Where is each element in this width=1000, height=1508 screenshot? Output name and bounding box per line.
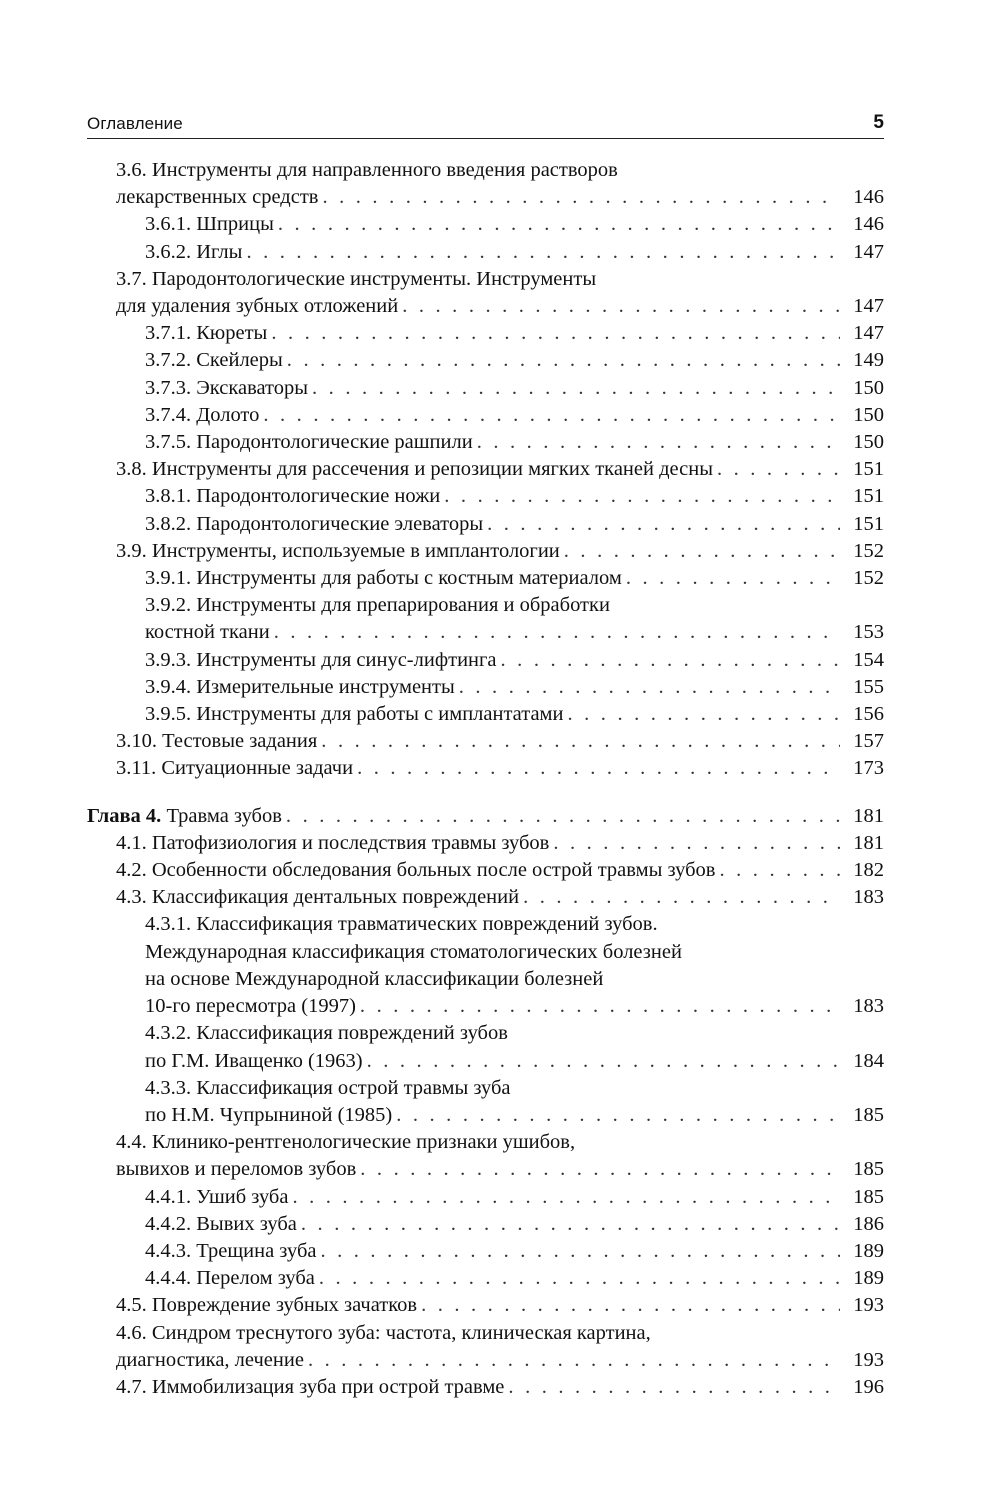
toc-entry-title: 4.7. Иммобилизация зуба при острой травме [116,1375,505,1398]
toc-entry-title: 4.4.3. Трещина зуба [145,1239,317,1262]
toc-entry-title: 4.4.4. Перелом зуба [145,1267,315,1290]
toc-entry-3-9-3[interactable] [87,647,884,674]
toc-entry-4-6[interactable] [87,1320,884,1374]
toc-entry-3-7-1[interactable] [87,320,884,347]
toc-entry-3-9-2[interactable] [87,592,884,646]
toc-entry-title: 3.9. Инструменты, используемые в имплантологии [116,539,560,562]
toc-entry-title: вывихов и переломов зубов [116,1158,357,1181]
toc-entry-4-3-3[interactable] [87,1075,884,1129]
toc-page-number: 184 [853,1049,884,1072]
toc-entry-title: 3.9.4. Измерительные инструменты [145,675,455,698]
toc-entry-title: 3.7.2. Скейлеры [145,349,283,372]
toc-entry-title: 3.6.2. Иглы [145,240,243,263]
dot-leader [320,1238,840,1265]
toc-page-number: 182 [853,859,884,882]
toc-page-number: 193 [853,1294,884,1317]
toc-page-number: 154 [853,648,884,671]
page-number: 5 [873,112,884,133]
toc-entry-3-7[interactable] [87,266,884,320]
toc-page-number: 193 [853,1348,884,1371]
dot-leader [271,320,840,347]
toc-page-number: 146 [853,186,884,209]
toc-entry-lead: 3.9.2. Инструменты для препарирования и обработки [145,594,610,617]
toc-entry-3-9-4[interactable] [87,674,884,701]
toc-page-number: 196 [853,1375,884,1398]
toc-page-number: 150 [853,376,884,399]
toc-entry-title: для удаления зубных отложений [116,295,399,318]
toc-entry-title: 4.2. Особенности обследования больных после острой травмы зубов [116,859,716,882]
dot-leader [501,647,840,674]
toc-page-number: 185 [853,1185,884,1208]
dot-leader [263,402,840,429]
dot-leader [360,993,840,1020]
toc-entry-chapter-4[interactable] [87,803,884,830]
toc-entry-title: лекарственных средств [116,186,319,209]
toc-page-number: 149 [853,349,884,372]
toc-entry-3-7-5[interactable] [87,429,884,456]
dot-leader [308,1347,840,1374]
dot-leader [421,1292,840,1319]
toc-entry-lead: 4.3.1. Классификация травматических повреждений зубов. [145,913,658,936]
chapter-title: Травма зубов [166,804,282,827]
toc-entry-title: 4.4.2. Вывих зуба [145,1212,297,1235]
chapter-label: Глава 4. [87,804,162,827]
toc-entry-title: 3.7.5. Пародонтологические рашпили [145,431,473,454]
dot-leader [523,884,840,911]
running-head [87,106,884,134]
toc-entry-3-8[interactable] [87,456,884,483]
header-rule [87,138,884,139]
toc-entry-3-10[interactable] [87,728,884,755]
toc-entry-lead: 4.3.3. Классификация острой травмы зуба [145,1076,511,1099]
toc-entry-3-11[interactable] [87,755,884,782]
toc-page-number: 189 [853,1267,884,1290]
dot-leader [278,211,840,238]
dot-leader [246,239,840,266]
toc-entry-4-3-2[interactable] [87,1020,884,1074]
toc-page-number: 173 [853,757,884,780]
toc-entry-lead: 4.6. Синдром треснутого зуба: частота, клиническая картина, [116,1321,651,1344]
toc-entry-title: 3.8. Инструменты для рассечения и репозиции мягких тканей десны [116,458,713,481]
dot-leader [444,483,840,510]
toc-page-number: 150 [853,403,884,426]
dot-leader [274,619,840,646]
dot-leader [508,1374,840,1401]
toc-entry-4-4-3[interactable] [87,1238,884,1265]
toc-entry-3-9-5[interactable] [87,701,884,728]
dot-leader [357,755,840,782]
dot-leader [717,456,840,483]
toc-entry-title: 3.11. Ситуационные задачи [116,757,354,780]
dot-leader [477,429,840,456]
toc-page-number: 185 [853,1158,884,1181]
toc-page-number: 151 [853,485,884,508]
toc-page-number: 157 [853,730,884,753]
toc-page-number: 152 [853,539,884,562]
toc-entry-4-2[interactable] [87,857,884,884]
toc-entry-3-7-2[interactable] [87,347,884,374]
toc-page-number: 183 [853,995,884,1018]
toc-page-number: 147 [853,322,884,345]
toc-entry-4-1[interactable] [87,830,884,857]
toc-entry-title: по Н.М. Чупрыниной (1985) [145,1103,393,1126]
chapter-spacer [87,783,884,803]
dot-leader [287,347,840,374]
dot-leader [720,857,841,884]
toc-entry-title: 4.5. Повреждение зубных зачатков [116,1294,418,1317]
toc-entry-lead: 3.7. Пародонтологические инструменты. Инструменты [116,267,597,290]
toc-entry-3-6-2[interactable] [87,239,884,266]
toc-entry-title: 3.10. Тестовые задания [116,730,318,753]
dot-leader [322,184,840,211]
toc-entry-title: костной ткани [145,621,270,644]
table-of-contents [87,157,884,1401]
toc-entry-title: 3.9.3. Инструменты для синус-лифтинга [145,648,497,671]
toc-entry-lead: на основе Международной классификации болезней [145,967,604,990]
dot-leader [568,701,841,728]
toc-entry-title: 3.7.4. Долото [145,403,260,426]
toc-page-number: 150 [853,431,884,454]
toc-page-number: 156 [853,703,884,726]
dot-leader [301,1211,840,1238]
toc-entry-title: 4.3. Классификация дентальных повреждений [116,886,520,909]
toc-entry-3-6-1[interactable] [87,211,884,238]
toc-entry-3-7-3[interactable] [87,375,884,402]
toc-entry-title: 3.9.1. Инструменты для работы с костным материалом [145,567,622,590]
toc-page-number: 146 [853,213,884,236]
toc-entry-3-9[interactable] [87,538,884,565]
toc-page-number: 181 [853,804,884,827]
toc-entry-title: диагностика, лечение [116,1348,304,1371]
dot-leader [626,565,840,592]
toc-entry-3-8-1[interactable] [87,483,884,510]
toc-chapter-heading [87,803,282,830]
toc-page-number: 147 [853,295,884,318]
toc-entry-3-7-4[interactable] [87,402,884,429]
toc-entry-4-3-1[interactable] [87,911,884,1020]
dot-leader [321,728,840,755]
dot-leader [487,511,840,538]
toc-entry-title: 3.8.1. Пародонтологические ножи [145,485,441,508]
toc-entry-4-4-1[interactable] [87,1184,884,1211]
toc-page-number: 151 [853,512,884,535]
toc-page-number: 181 [853,831,884,854]
toc-entry-title: 3.9.5. Инструменты для работы с имплантатами [145,703,564,726]
dot-leader [459,674,840,701]
toc-page-number: 153 [853,621,884,644]
toc-entry-4-4-4[interactable] [87,1265,884,1292]
toc-entry-title: 4.1. Патофизиология и последствия травмы зубов [116,831,550,854]
toc-entry-title: 3.7.3. Экскаваторы [145,376,309,399]
toc-page-number: 185 [853,1103,884,1126]
toc-page-number: 152 [853,567,884,590]
dot-leader [292,1184,840,1211]
dot-leader [319,1265,840,1292]
toc-entry-4-7[interactable] [87,1374,884,1401]
dot-leader [564,538,840,565]
toc-entry-lead: 3.6. Инструменты для направленного введения растворов [116,159,618,181]
toc-page-number: 151 [853,458,884,481]
toc-entry-4-4[interactable] [87,1129,884,1183]
toc-entry-lead: Международная классификация стоматологических болезней [145,940,682,963]
toc-entry-title: по Г.М. Иващенко (1963) [145,1049,363,1072]
dot-leader [312,375,840,402]
dot-leader [396,1102,840,1129]
toc-entry-title: 4.4.1. Ушиб зуба [145,1185,289,1208]
toc-entry-4-3[interactable] [87,884,884,911]
dot-leader [553,830,840,857]
dot-leader [402,293,840,320]
toc-page-number: 189 [853,1239,884,1262]
dot-leader [360,1156,840,1183]
dot-leader [367,1048,840,1075]
dot-leader [286,803,840,830]
toc-entry-title: 3.7.1. Кюреты [145,322,268,345]
running-title: Оглавление [87,114,183,133]
toc-page-number: 183 [853,886,884,909]
toc-entry-4-4-2[interactable] [87,1211,884,1238]
toc-entry-4-5[interactable] [87,1292,884,1319]
toc-entry-title: 3.8.2. Пародонтологические элеваторы [145,512,484,535]
toc-entry-3-8-2[interactable] [87,511,884,538]
toc-entry-3-9-1[interactable] [87,565,884,592]
toc-page-number: 186 [853,1212,884,1235]
toc-entry-lead: 4.4. Клинико-рентгенологические признаки ушибов, [116,1131,576,1154]
toc-page-number: 155 [853,675,884,698]
toc-entry-title: 10-го пересмотра (1997) [145,995,356,1018]
toc-entry-lead: 4.3.2. Классификация повреждений зубов [145,1022,508,1045]
toc-page-number: 147 [853,240,884,263]
toc-entry-title: 3.6.1. Шприцы [145,213,274,236]
toc-entry-3-6[interactable] [87,157,884,211]
